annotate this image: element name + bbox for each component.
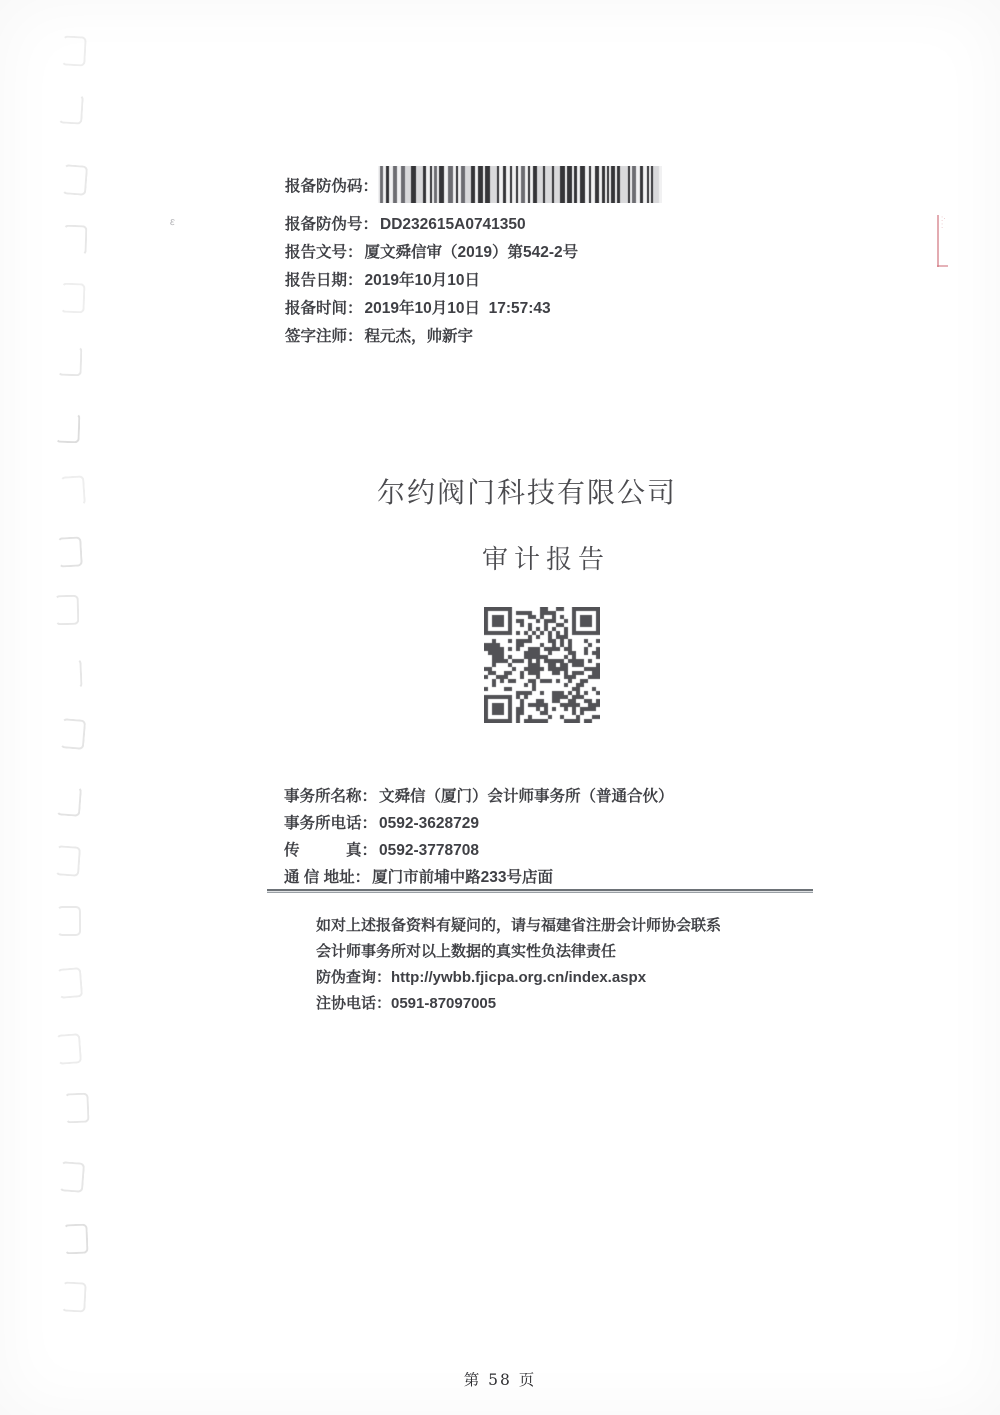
note-line: 如对上述报备资料有疑问的，请与福建省注册会计师协会联系 [316, 917, 722, 934]
binding-hole-mark [63, 224, 88, 255]
field-label: 事务所电话： [284, 815, 378, 832]
field-label: 签字注师： [285, 328, 363, 345]
red-stamp-foot [937, 265, 948, 267]
field-value: 程元杰，帅新宇 [364, 328, 474, 345]
field-row [285, 295, 662, 323]
binding-hole-mark [64, 1093, 89, 1124]
field-row [285, 239, 662, 267]
field-row [285, 323, 662, 351]
field-label: 报备防伪号： [285, 216, 379, 233]
binding-hole-mark [55, 595, 80, 626]
binding-hole-mark [57, 659, 82, 690]
field-value: 2019年10月10日 [364, 272, 480, 289]
field-value: 厦文舜信审（2019）第542-2号 [364, 244, 579, 261]
binding-hole-mark [56, 786, 82, 818]
page-number-footer: 第 58 页 [463, 1371, 537, 1389]
binding-holes-strip [52, 0, 112, 1415]
field-row [284, 810, 674, 837]
field-label: 报告日期： [285, 272, 363, 289]
field-row [285, 267, 662, 295]
scan-smudge: ε [169, 215, 176, 229]
field-row [285, 211, 662, 239]
field-label: 报备时间： [285, 300, 363, 317]
binding-hole-mark [56, 1033, 82, 1065]
qr-code-image [484, 607, 600, 723]
red-stamp-edge-mark [933, 213, 955, 273]
binding-hole-mark [59, 1161, 85, 1193]
field-label: 报告文号： [285, 244, 363, 261]
binding-hole-mark [55, 845, 81, 877]
binding-hole-mark [59, 718, 85, 750]
report-type-title: 审计报告 [481, 545, 611, 575]
binding-hole-mark [57, 906, 81, 936]
red-stamp-line [937, 215, 939, 267]
note-line: 防伪查询：http://ywbb.fjicpa.org.cn/index.aspx [316, 969, 647, 986]
binding-hole-mark [58, 94, 84, 125]
barcode-row [285, 166, 662, 203]
binding-hole-mark [57, 537, 83, 568]
note-line: 会计师事务所对以上数据的真实性负法律责任 [316, 943, 617, 960]
report-meta-block [285, 166, 662, 351]
binding-hole-mark [60, 283, 85, 314]
company-title: 尔约阀门科技有限公司 [376, 476, 678, 509]
field-value: 文舜信（厦门）会计师事务所（普通合伙） [379, 788, 674, 805]
binding-hole-mark [64, 1223, 89, 1254]
field-value: 0592-3778708 [379, 842, 480, 859]
binding-hole-mark [57, 968, 83, 1000]
field-row [284, 783, 674, 810]
binding-hole-mark [62, 36, 87, 67]
binding-hole-mark [60, 476, 86, 507]
field-label: 通 信 地址： [284, 869, 371, 886]
field-label: 传 真： [284, 842, 378, 859]
field-label: 事务所名称： [284, 788, 378, 805]
binding-hole-mark [61, 1282, 86, 1313]
barcode-image [378, 166, 662, 203]
field-value: 2019年10月10日 17:57:43 [364, 300, 551, 317]
red-stamp-dots: :· : [941, 214, 946, 230]
barcode-label: 报备防伪码： [285, 177, 379, 195]
firm-info-block [284, 783, 674, 891]
binding-hole-mark [56, 412, 81, 443]
field-value: 0592-3628729 [379, 815, 480, 832]
section-divider-rule [267, 889, 813, 893]
disclaimer-notes-block [316, 913, 721, 1017]
field-row [284, 837, 674, 864]
binding-hole-mark [61, 164, 87, 196]
field-value: 厦门市前埔中路233号店面 [372, 869, 553, 886]
note-line: 注协电话：0591-87097005 [316, 995, 497, 1012]
field-row [284, 864, 674, 891]
binding-hole-mark [58, 346, 83, 377]
field-value: DD232615A0741350 [380, 216, 526, 233]
